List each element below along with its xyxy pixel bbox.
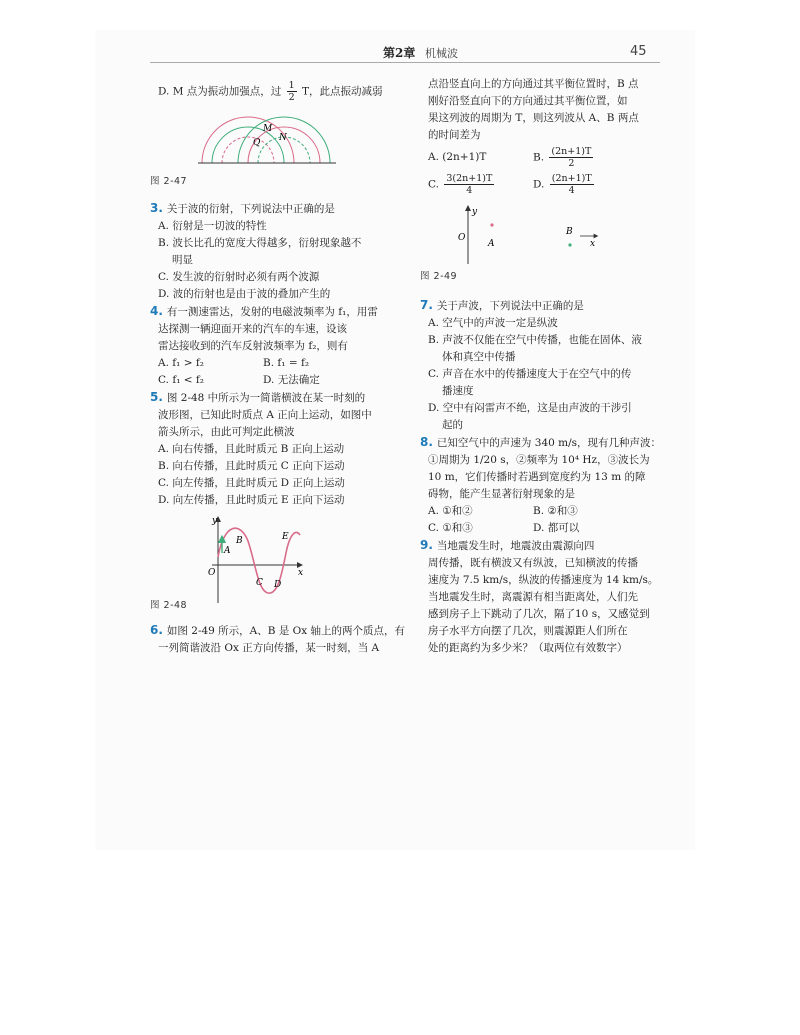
point-label-b: B bbox=[236, 536, 243, 546]
point-label-m: M bbox=[263, 124, 273, 134]
question-5-stem-line: 波形图，已知此时质点 A 正向上运动，如图中 bbox=[158, 409, 372, 421]
question-4-options-row bbox=[150, 372, 400, 389]
question-6-stem-line: 果这列波的周期为 T，则这列波从 A、B 两点 bbox=[428, 112, 639, 124]
question-4-option: C. f₁ < f₂ bbox=[158, 374, 204, 386]
question-5-stem-line: 箭头所示，由此可判定此横波 bbox=[158, 426, 295, 438]
question-3-option: B. 波长比孔的宽度大得越多，衍射现象越不 bbox=[158, 237, 362, 249]
fraction: $\frac{3(2n+1)T}{4}$ bbox=[446, 172, 493, 196]
chapter-title: 机械波 bbox=[425, 47, 458, 60]
question-3-stem: 3. 关于波的衍射，下列说法中正确的是 bbox=[150, 201, 335, 215]
question-7-option-cont: 起的 bbox=[442, 419, 463, 431]
question-8-stem-line: 碍物，能产生显著衍射现象的是 bbox=[428, 488, 575, 500]
question-8-option: A. ①和② bbox=[428, 505, 473, 517]
question-6-option-d: D. $\frac{(2n+1)T}{4}$ bbox=[533, 172, 592, 196]
question-7-option: A. 空气中的声波一定是纵波 bbox=[428, 317, 558, 329]
point-b-marker bbox=[568, 243, 571, 246]
point-label-q: Q bbox=[253, 138, 261, 148]
question-9-stem-line: 速度为 7.5 km/s，纵波的传播速度为 14 km/s。 bbox=[428, 574, 659, 586]
question-8-stem-line: ①周期为 1/20 s，②频率为 10⁴ Hz，③波长为 bbox=[428, 454, 650, 466]
chapter-number: 第2章 bbox=[383, 46, 416, 60]
question-7-option: D. 空中有闷雷声不绝，这是由声波的干涉引 bbox=[428, 402, 632, 414]
question-5-stem: 5. 图 2-48 中所示为一简谐横波在某一时刻的 bbox=[150, 390, 366, 404]
question-4-option: A. f₁ > f₂ bbox=[158, 357, 204, 369]
question-7-option: B. 声波不仅能在空气中传播，也能在固体、液 bbox=[428, 334, 642, 346]
question-4-option: D. 无法确定 bbox=[263, 374, 320, 386]
question-6-stem: 6. 如图 2-49 所示，A、B 是 Ox 轴上的两个质点，有 bbox=[150, 623, 406, 637]
point-label-c: C bbox=[256, 578, 263, 588]
question-8-option: C. ①和③ bbox=[428, 522, 473, 534]
question-9-stem-line: 周传播，既有横波又有纵波，已知横波的传播 bbox=[428, 557, 638, 569]
question-7-option-cont: 体和真空中传播 bbox=[442, 351, 516, 363]
question-6-option-a: A. (2n+1)T bbox=[428, 150, 487, 163]
q2-option-d: D. M 点为振动加强点，过 $\frac{1}{2}$ T，此点振动减弱 bbox=[158, 80, 383, 103]
axis-label-x: x bbox=[298, 568, 304, 578]
right-column bbox=[420, 76, 665, 657]
question-5-option: C. 向左传播，且此时质元 D 正向上运动 bbox=[158, 477, 345, 489]
point-label-a: A bbox=[224, 546, 231, 556]
question-6-stem-line: 点沿竖直向上的方向通过其平衡位置时，B 点 bbox=[428, 78, 639, 90]
question-9-stem-line: 处的距离约为多少米？（取两位有效数字） bbox=[428, 642, 628, 654]
point-a-marker bbox=[490, 223, 493, 226]
axis-label-y: y bbox=[212, 516, 218, 526]
question-8-stem: 8. 已知空气中的声速为 340 m/s，现有几种声波： bbox=[420, 435, 662, 449]
question-3-option: D. 波的衍射也是由于波的叠加产生的 bbox=[158, 288, 331, 300]
figure-2-47-caption: 图 2-47 bbox=[150, 176, 188, 187]
question-6-stem-line: 的时间差为 bbox=[428, 129, 481, 141]
wave-interference-diagram bbox=[150, 103, 400, 167]
question-4-stem: 4. 有一测速雷达，发射的电磁波频率为 f₁，用雷 bbox=[150, 304, 378, 318]
axis-points-diagram bbox=[420, 204, 665, 266]
question-4-option: B. f₁ = f₂ bbox=[263, 357, 310, 369]
page-number: 45 bbox=[630, 44, 647, 59]
question-3-option: C. 发生波的衍射时必须有两个波源 bbox=[158, 271, 320, 283]
point-label-a: A bbox=[488, 239, 495, 249]
left-column bbox=[150, 80, 406, 657]
question-7-option: C. 声音在水中的传播速度大于在空气中的传 bbox=[428, 368, 632, 380]
point-label-b: B bbox=[566, 227, 573, 237]
figure-2-49 bbox=[420, 204, 665, 266]
transverse-wave-graph bbox=[150, 513, 400, 605]
question-6-options-row bbox=[420, 144, 665, 170]
question-4-stem-line: 达探测一辆迎面开来的汽车的车速，设该 bbox=[158, 323, 347, 335]
origin-label: O bbox=[208, 568, 216, 578]
question-4-options-row bbox=[150, 355, 400, 372]
question-6-options-row bbox=[420, 170, 665, 198]
axis-label-x: x bbox=[590, 239, 596, 249]
question-8-option: D. 都可以 bbox=[533, 522, 580, 534]
header-rule bbox=[150, 62, 660, 63]
question-5-option: B. 向右传播，且此时质元 C 正向下运动 bbox=[158, 460, 345, 472]
question-9-stem-line: 当地震发生时，离震源有相当距离处，人们先 bbox=[428, 591, 638, 603]
question-8-option: B. ②和③ bbox=[533, 505, 578, 517]
point-label-e: E bbox=[282, 532, 289, 542]
origin-label: O bbox=[458, 233, 466, 243]
question-6-option-b: B. $\frac{(2n+1)T}{2}$ bbox=[533, 145, 592, 169]
question-7-stem: 7. 关于声波，下列说法中正确的是 bbox=[420, 298, 584, 312]
question-8-stem-line: 10 m，它们传播时若遇到宽度约为 13 m 的障 bbox=[428, 471, 646, 483]
figure-2-48 bbox=[150, 513, 400, 605]
fraction: $\frac{1}{2}$ bbox=[288, 80, 295, 103]
question-9-stem: 9. 当地震发生时，地震波由震源向四 bbox=[420, 538, 595, 552]
question-7-option-cont: 播速度 bbox=[442, 385, 474, 397]
question-6-stem-line: 刚好沿竖直向下的方向通过其平衡位置，如 bbox=[428, 95, 628, 107]
question-6-stem-line: 一列简谐波沿 Ox 正方向传播，某一时刻，当 A bbox=[158, 642, 380, 654]
axis-label-y: y bbox=[472, 207, 478, 217]
figure-2-47 bbox=[150, 103, 400, 167]
fraction: $\frac{(2n+1)T}{4}$ bbox=[551, 172, 592, 196]
question-5-option: A. 向右传播，且此时质元 B 正向上运动 bbox=[158, 443, 345, 455]
question-8-options-row bbox=[420, 520, 665, 537]
question-8-options-row bbox=[420, 503, 665, 520]
point-label-n: N bbox=[279, 133, 287, 143]
question-9-stem-line: 房子水平方向摆了几次，则震源距人们所在 bbox=[428, 625, 628, 637]
question-3-option: A. 衍射是一切波的特性 bbox=[158, 220, 267, 232]
question-6-option-c: C. $\frac{3(2n+1)T}{4}$ bbox=[428, 172, 493, 196]
figure-2-48-caption: 图 2-48 bbox=[150, 600, 188, 611]
question-4-stem-line: 雷达接收到的汽车反射波频率为 f₂，则有 bbox=[158, 340, 348, 352]
figure-2-49-caption: 图 2-49 bbox=[420, 271, 458, 282]
point-label-d: D bbox=[274, 580, 282, 590]
fraction: $\frac{(2n+1)T}{2}$ bbox=[551, 145, 592, 169]
question-9-stem-line: 感到房子上下跳动了几次，隔了10 s，又感觉到 bbox=[428, 608, 650, 620]
question-3-option-cont: 明显 bbox=[172, 254, 193, 266]
question-5-option: D. 向左传播，且此时质元 E 正向下运动 bbox=[158, 494, 345, 506]
